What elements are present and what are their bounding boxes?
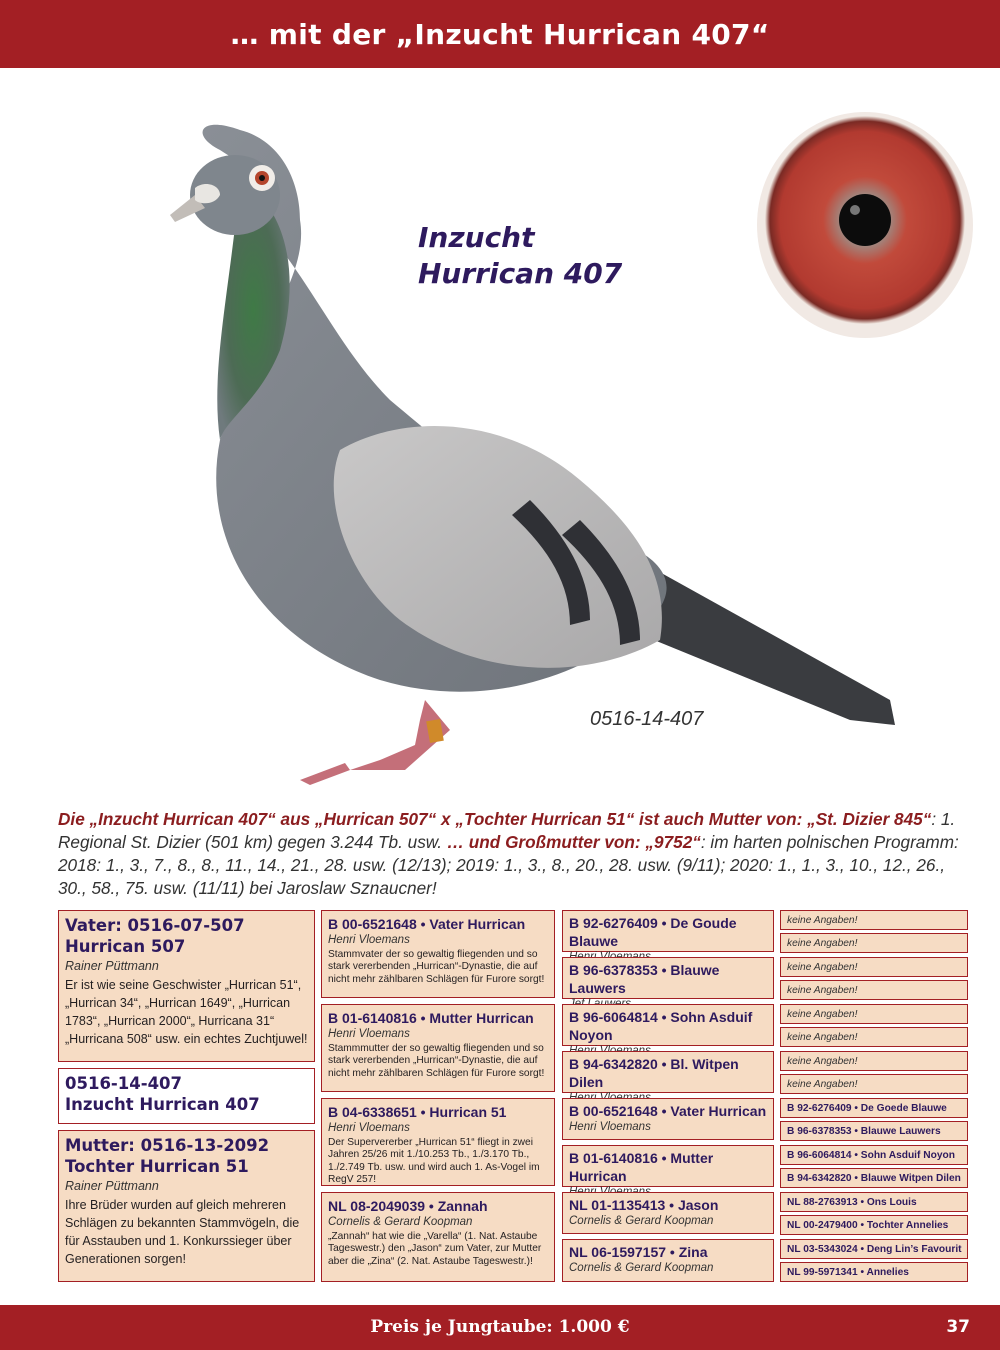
gen4-text: NL 00-2479400 • Tochter Annelies [787, 1220, 949, 1231]
gen3-title: B 96-6064814 • Sohn Asduif Noyon [569, 1009, 753, 1043]
gen4-box [780, 1168, 968, 1188]
gen4-text: NL 03-5343024 • Deng Lin’s Favourit [787, 1244, 962, 1255]
gen4-text: B 94-6342820 • Blauwe Witpen Dilen [787, 1173, 961, 1184]
footer-bar [0, 1305, 1000, 1350]
page-number: 37 [946, 1317, 970, 1337]
gen4-text: B 96-6064814 • Sohn Asduif Noyon [787, 1150, 955, 1161]
gen3-breeder: Cornelis & Gerard Koopman [569, 1215, 714, 1227]
gen3-title: NL 01-1135413 • Jason [569, 1197, 719, 1213]
gen4-box [780, 1027, 968, 1047]
gen4-box [780, 1239, 968, 1259]
description-paragraph [58, 808, 970, 900]
bird-name-line1: Inzucht [418, 221, 535, 254]
gen4-text: NL 99-5971341 • Annelies [787, 1267, 909, 1278]
gen4-box [780, 1192, 968, 1212]
gen3-box [562, 1051, 774, 1093]
description-highlight-1: Die „Inzucht Hurrican 407“ aus „Hurrican 507“ x „Tochter Hurrican 51“ ist auch Mutter von: „St. Dizier 845“ [58, 809, 932, 829]
gen2-breeder: Henri Vloemans [328, 1028, 410, 1040]
gen4-box [780, 1074, 968, 1094]
gen3-title: B 00-6521648 • Vater Hurrican [569, 1103, 767, 1119]
gen2-text: „Zannah“ hat wie die „Varella“ (1. Nat. Astaube Tageswestr.) den „Jason“ zum Vater, zur Mutter aber die „Zina“ (2. Nat. Astaube Tageswestr.)! [328, 1231, 542, 1267]
description-text-1: : 1. Regional St. Dizier (501 km) gegen 3.244 Tb. usw. [58, 809, 956, 852]
father-breeder: Rainer Püttmann [65, 959, 159, 973]
gen4-text: keine Angaben! [787, 1056, 858, 1067]
gen2-title: B 00-6521648 • Vater Hurrican [328, 916, 526, 932]
gen3-box [562, 957, 774, 999]
gen4-text: NL 88-2763913 • Ons Louis [787, 1197, 917, 1208]
gen3-box [562, 1239, 774, 1282]
mother-breeder: Rainer Püttmann [65, 1179, 159, 1193]
gen3-title: B 94-6342820 • Bl. Witpen Dilen [569, 1056, 739, 1090]
gen4-text: B 96-6378353 • Blauwe Lauwers [787, 1126, 941, 1137]
gen4-text: keine Angaben! [787, 962, 858, 973]
gen4-box [780, 1215, 968, 1235]
mother-title: Mutter: 0516-13-2092 [65, 1136, 270, 1155]
pigeon-eye-photo [755, 110, 975, 340]
gen4-box [780, 1121, 968, 1141]
subject-ring: 0516-14-407 [65, 1074, 183, 1093]
gen3-title: B 96-6378353 • Blauwe Lauwers [569, 962, 720, 996]
gen4-box [780, 1098, 968, 1118]
gen2-box [321, 1098, 555, 1186]
gen4-box [780, 1262, 968, 1282]
gen2-box [321, 910, 555, 998]
pedigree-mother-box [58, 1130, 315, 1282]
mother-name: Tochter Hurrican 51 [65, 1157, 249, 1176]
gen3-box [562, 910, 774, 952]
father-title: Vater: 0516-07-507 [65, 916, 245, 935]
gen2-title: NL 08-2049039 • Zannah [328, 1198, 488, 1214]
gen3-breeder: Cornelis & Gerard Koopman [569, 1262, 714, 1274]
gen2-box [321, 1192, 555, 1282]
description-highlight-2: … und Großmutter von: „9752“ [446, 832, 701, 852]
gen2-box [321, 1004, 555, 1092]
gen4-box [780, 1004, 968, 1024]
gen3-box [562, 1098, 774, 1140]
gen3-box [562, 1145, 774, 1187]
gen2-text: Stammmutter der so gewaltig fliegenden und so stark vererbenden „Hurrican“-Dynastie, die auf nicht mehr zählbaren Schlägen für Furore sorgt! [328, 1043, 545, 1079]
gen4-text: B 92-6276409 • De Goede Blauwe [787, 1103, 947, 1114]
page-header-title: … mit der „Inzucht Hurrican 407“ [230, 17, 770, 51]
father-text: Er ist wie seine Geschwister „Hurrican 51“, „Hurrican 34“, „Hurrican 1649“, „Hurrican 1783“, „Hurrican 2000“„ Hurricana 31“ „Hurricana 508“ usw. ein echtes Zuchtjuwel! [65, 978, 308, 1046]
gen3-box [562, 1004, 774, 1046]
gen4-box [780, 910, 968, 930]
gen4-text: keine Angaben! [787, 1032, 858, 1043]
gen3-title: NL 06-1597157 • Zina [569, 1244, 708, 1260]
gen3-title: B 01-6140816 • Mutter Hurrican [569, 1150, 714, 1184]
gen2-text: Der Supervererber „Hurrican 51“ fliegt in zwei Jahren 25/26 mit 1./10.253 Tb., 1./3.170 Tb., 1./2.749 Tb. usw. und wird auch 1. As-Vogel im RegV 257! [328, 1137, 540, 1186]
ring-number: 0516-14-407 [590, 708, 704, 730]
price-label: Preis je Jungtaube: 1.000 € [370, 1317, 630, 1337]
gen4-text: keine Angaben! [787, 1079, 858, 1090]
gen3-box [562, 1192, 774, 1234]
mother-text: Ihre Brüder wurden auf gleich mehreren Schlägen zu bekannten Stammvögeln, die für Asstauben und 1. Konkurssieger über Generationen sorgen! [65, 1198, 300, 1266]
gen4-text: keine Angaben! [787, 938, 858, 949]
gen2-text: Stammvater der so gewaltig fliegenden und so stark vererbenden „Hurrican“-Dynastie, die auf nicht mehr zählbaren Schlägen für Furore sorgt! [328, 949, 545, 985]
gen3-title: B 92-6276409 • De Goude Blauwe [569, 915, 737, 949]
header-bar [0, 0, 1000, 68]
gen3-breeder: Henri Vloemans [569, 1121, 651, 1133]
bird-name-line2: Hurrican 407 [418, 257, 623, 290]
father-name: Hurrican 507 [65, 937, 186, 956]
gen4-box [780, 1145, 968, 1165]
gen4-text: keine Angaben! [787, 985, 858, 996]
gen4-box [780, 933, 968, 953]
gen4-box [780, 957, 968, 977]
pedigree-father-box [58, 910, 315, 1062]
pedigree-subject-box [58, 1068, 315, 1124]
bird-name-title [418, 220, 622, 292]
gen4-box [780, 980, 968, 1000]
gen4-text: keine Angaben! [787, 915, 858, 926]
gen4-text: keine Angaben! [787, 1009, 858, 1020]
gen4-box [780, 1051, 968, 1071]
gen2-breeder: Cornelis & Gerard Koopman [328, 1216, 473, 1228]
gen2-breeder: Henri Vloemans [328, 1122, 410, 1134]
description-text-2: : im harten polnischen Programm: 2018: 1., 3., 7., 8., 8., 11., 14., 21., 28. usw. (12/13); 2019: 1., 3., 8., 20., 28. usw. (9/11); 2020: 1., 1., 3., 10., 12., 26., 30., 58., 75. usw. (11/11) bei Jaroslaw Sznaucner! [58, 832, 959, 898]
subject-name: Inzucht Hurrican 407 [65, 1095, 260, 1114]
gen2-title: B 04-6338651 • Hurrican 51 [328, 1104, 507, 1120]
gen2-breeder: Henri Vloemans [328, 934, 410, 946]
gen2-title: B 01-6140816 • Mutter Hurrican [328, 1010, 534, 1026]
